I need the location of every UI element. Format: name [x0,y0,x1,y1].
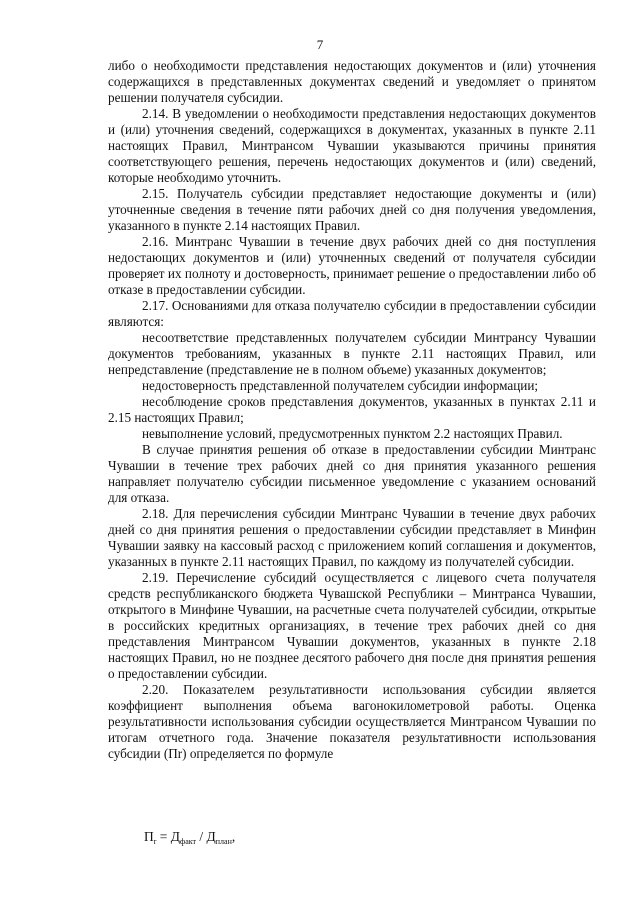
formula-lhs-subscript: r [153,837,157,846]
formula [144,829,235,850]
paragraph-2-19: 2.19. Перечисление субсидий осуществляется с лицевого счета получателя средств республиканского бюджета Чувашской Республики – Минтранса Чувашии, открытого в Минфине Чувашии, на расчетные счета получателей субсидии, открытые в российских кредитных организациях, в течение трех рабочих дней со дня представления Минтрансом Чувашии документов, указанных в пункте 2.18 настоящих Правил, но не позднее десятого рабочего дня после дня принятия решения о предоставлении субсидии. [108,570,596,681]
refusal-ground-item: невыполнение условий, предусмотренных пунктом 2.2 настоящих Правил. [142,426,563,441]
paragraph-2-20: 2.20. Показателем результативности использования субсидии является коэффициент выполнения объема вагонокилометровой работы. Оценка результативности использования субсидии осуществляется Минтрансом Чувашии по итогам отчетного года. Значение показателя результативности использования субсидии (Пr) определяется по формуле [108,682,596,761]
formula-numerator-subscript: факт [180,837,197,846]
paragraph-2-18: 2.18. Для перечисления субсидии Минтранс Чувашии в течение двух рабочих дней со дня принятия решения о предоставлении субсидии представляет в Минфин Чувашии заявку на кассовый расход с приложением копий соглашения и документов, указанных в пункте 2.11 настоящих Правил, по каждому из получателей субсидии. [108,506,596,569]
paragraph: либо о необходимости представления недостающих документов и (или) уточнения содержащихся в представленных документах сведений и уведомляет о принятом решении получателя субсидии. [108,58,596,105]
refusal-ground-item: недостоверность представленной получателем субсидии информации; [142,378,539,393]
formula-equals: = [159,829,168,844]
formula-trailing-comma: , [231,829,236,844]
refusal-ground-item: несоблюдение сроков представления документов, указанных в пунктах 2.11 и 2.15 настоящих Правил; [108,394,596,425]
formula-lhs-symbol: П [144,829,154,844]
formula-numerator-symbol: Д [170,829,181,844]
formula-denominator-symbol: Д [206,829,216,844]
paragraph-2-17: 2.17. Основаниями для отказа получателю субсидии в предоставлении субсидии являются: [108,298,596,329]
refusal-ground-item: несоответствие представленных получателем субсидии Минтрансу Чувашии документов требованиям, указанных в пункте 2.11 настоящих Правил, или непредставление (представление не в полном объеме) указанных документов; [108,330,596,377]
paragraph-2-14: 2.14. В уведомлении о необходимости представления недостающих документов и (или) уточнения сведений, содержащихся в документах, указанных в пункте 2.11 настоящих Правил, Минтрансом Чувашии указываются причины принятия соответствующего решения, перечень недостающих документов и (или) сведений, которые необходимо уточнить. [108,106,596,185]
body-text [108,58,596,762]
page-number: 7 [316,37,324,52]
paragraph-2-16: 2.16. Минтранс Чувашии в течение двух рабочих дней со дня поступления недостающих документов и (или) уточненных сведений от получателя субсидии проверяет их полноту и достоверность, принимает решение о предоставлении либо об отказе в предоставлении субсидии. [108,234,596,297]
formula-division: / [199,829,204,844]
paragraph-2-15: 2.15. Получатель субсидии представляет недостающие документы и (или) уточненные сведения в течение пяти рабочих дней со дня получения уведомления, указанного в пункте 2.14 настоящих Правил. [108,186,596,233]
formula-denominator-subscript: план [215,837,232,846]
paragraph-refusal-notice: В случае принятия решения об отказе в предоставлении субсидии Минтранс Чувашии в течение трех рабочих дней со дня принятия указанного решения направляет получателю субсидии письменное уведомление с указанием оснований для отказа. [108,442,596,505]
